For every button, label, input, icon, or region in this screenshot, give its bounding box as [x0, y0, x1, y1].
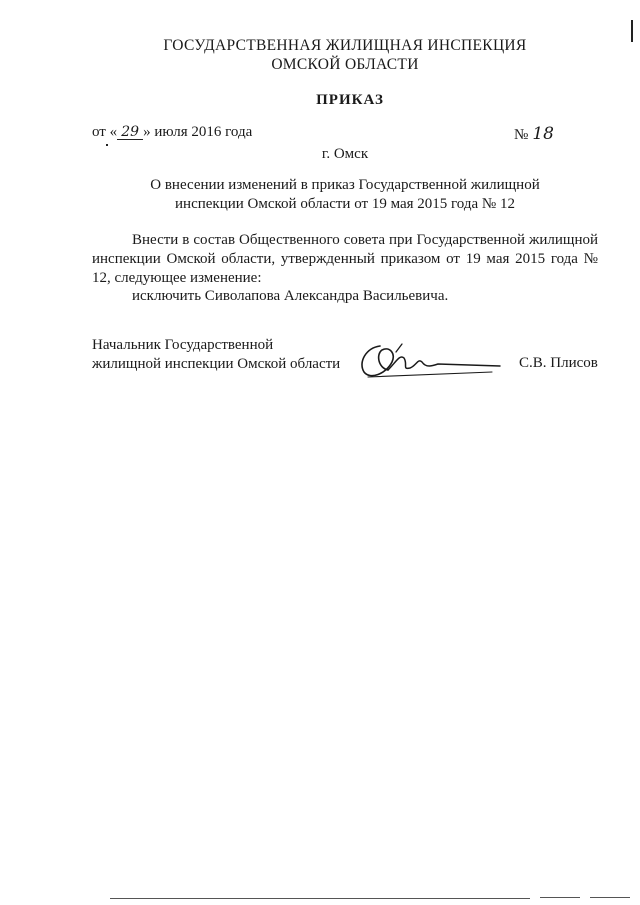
document-date	[92, 124, 252, 141]
signer-position	[92, 336, 340, 374]
scan-bottom-line	[110, 898, 530, 899]
document-type-title: ПРИКАЗ	[316, 92, 384, 108]
number-label: №	[514, 127, 529, 143]
signer-position-line2: жилищной инспекции Омской области	[92, 356, 341, 372]
signer-position-line1: Начальник Государственной	[92, 337, 274, 353]
document-city: г. Омск	[321, 146, 369, 162]
scan-bottom-line-right	[590, 897, 630, 898]
body-paragraph-exclusion: исключить Сиволапова Александра Васильевича.	[132, 288, 449, 304]
subject-line2: инспекции Омской области от 19 мая 2015 года № 12	[175, 196, 515, 212]
date-day-handwritten: 29	[117, 125, 143, 140]
signer-name: С.В. Плисов	[519, 355, 598, 371]
body-paragraph-main: Внести в состав Общественного совета при Государственной жилищной инспекции Омской области, утвержденный приказом от 19 мая 2015 года № 12, следующее изменение:	[92, 232, 598, 286]
organization-name-line1: ГОСУДАРСТВЕННАЯ ЖИЛИЩНАЯ ИНСПЕКЦИЯ	[163, 37, 527, 54]
date-rest: » июля 2016 года	[143, 124, 253, 140]
scan-bottom-line-short	[540, 897, 580, 898]
number-handwritten: 18	[532, 124, 554, 144]
subject-line1: О внесении изменений в приказ Государственной жилищной	[150, 177, 540, 193]
scan-edge-mark	[631, 20, 633, 42]
date-prefix: от «	[92, 124, 118, 140]
document-number	[514, 124, 554, 144]
handwritten-signature	[352, 340, 507, 382]
scan-dot	[106, 144, 108, 146]
organization-name-line2: ОМСКОЙ ОБЛАСТИ	[271, 56, 419, 73]
